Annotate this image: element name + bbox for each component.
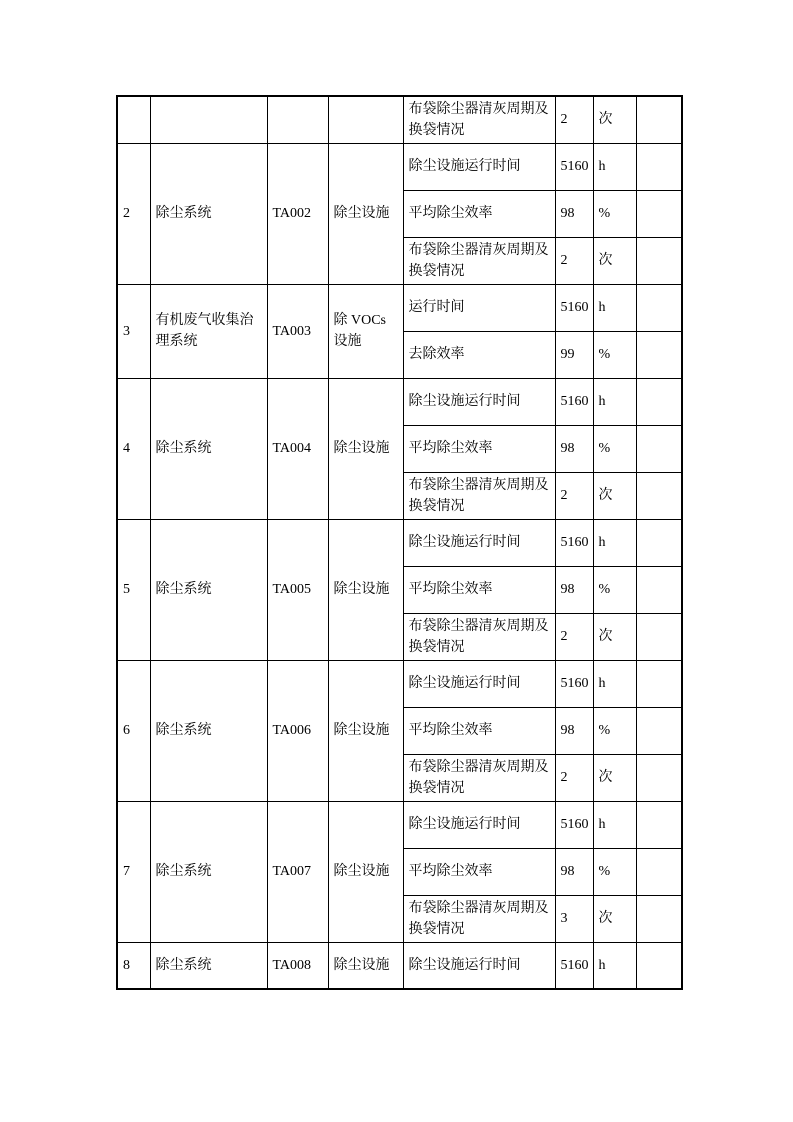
row-number-cell: 5 bbox=[117, 519, 150, 660]
row-number-cell: 6 bbox=[117, 660, 150, 801]
row-number-cell bbox=[117, 96, 150, 143]
param-unit-cell: h bbox=[593, 519, 636, 566]
param-unit-cell: 次 bbox=[593, 96, 636, 143]
param-name-cell: 布袋除尘器清灰周期及换袋情况 bbox=[403, 895, 555, 942]
param-value-cell: 2 bbox=[555, 96, 593, 143]
param-name-cell: 布袋除尘器清灰周期及换袋情况 bbox=[403, 754, 555, 801]
note-cell bbox=[636, 284, 682, 331]
param-unit-cell: h bbox=[593, 660, 636, 707]
system-name-cell bbox=[150, 96, 267, 143]
param-name-cell: 布袋除尘器清灰周期及换袋情况 bbox=[403, 613, 555, 660]
param-unit-cell: h bbox=[593, 942, 636, 989]
facility-type-cell: 除尘设施 bbox=[328, 801, 403, 942]
param-name-cell: 平均除尘效率 bbox=[403, 707, 555, 754]
param-unit-cell: 次 bbox=[593, 613, 636, 660]
param-unit-cell: 次 bbox=[593, 754, 636, 801]
row-number-cell: 4 bbox=[117, 378, 150, 519]
param-name-cell: 布袋除尘器清灰周期及换袋情况 bbox=[403, 472, 555, 519]
note-cell bbox=[636, 942, 682, 989]
param-value-cell: 2 bbox=[555, 754, 593, 801]
param-value-cell: 5160 bbox=[555, 801, 593, 848]
param-name-cell: 除尘设施运行时间 bbox=[403, 519, 555, 566]
code-cell: TA008 bbox=[267, 942, 328, 989]
facility-table-body bbox=[117, 96, 682, 989]
param-unit-cell: 次 bbox=[593, 895, 636, 942]
param-unit-cell: % bbox=[593, 707, 636, 754]
param-name-cell: 平均除尘效率 bbox=[403, 190, 555, 237]
code-cell: TA006 bbox=[267, 660, 328, 801]
param-name-cell: 除尘设施运行时间 bbox=[403, 801, 555, 848]
table-row bbox=[117, 942, 682, 989]
param-value-cell: 5160 bbox=[555, 942, 593, 989]
param-value-cell: 99 bbox=[555, 331, 593, 378]
note-cell bbox=[636, 519, 682, 566]
table-row bbox=[117, 801, 682, 848]
param-unit-cell: % bbox=[593, 425, 636, 472]
table-row bbox=[117, 519, 682, 566]
note-cell bbox=[636, 331, 682, 378]
param-name-cell: 平均除尘效率 bbox=[403, 566, 555, 613]
param-unit-cell: % bbox=[593, 190, 636, 237]
note-cell bbox=[636, 801, 682, 848]
code-cell bbox=[267, 96, 328, 143]
facility-type-cell: 除尘设施 bbox=[328, 660, 403, 801]
row-number-cell: 8 bbox=[117, 942, 150, 989]
note-cell bbox=[636, 96, 682, 143]
note-cell bbox=[636, 425, 682, 472]
param-value-cell: 2 bbox=[555, 472, 593, 519]
param-name-cell: 布袋除尘器清灰周期及换袋情况 bbox=[403, 96, 555, 143]
param-value-cell: 98 bbox=[555, 848, 593, 895]
note-cell bbox=[636, 190, 682, 237]
note-cell bbox=[636, 472, 682, 519]
note-cell bbox=[636, 707, 682, 754]
param-value-cell: 5160 bbox=[555, 660, 593, 707]
param-unit-cell: h bbox=[593, 143, 636, 190]
facility-type-cell: 除 VOCs 设施 bbox=[328, 284, 403, 378]
param-unit-cell: h bbox=[593, 801, 636, 848]
note-cell bbox=[636, 143, 682, 190]
facility-type-cell: 除尘设施 bbox=[328, 519, 403, 660]
code-cell: TA005 bbox=[267, 519, 328, 660]
param-unit-cell: % bbox=[593, 566, 636, 613]
table-row bbox=[117, 143, 682, 190]
facility-type-cell: 除尘设施 bbox=[328, 143, 403, 284]
note-cell bbox=[636, 895, 682, 942]
param-value-cell: 5160 bbox=[555, 519, 593, 566]
system-name-cell: 除尘系统 bbox=[150, 660, 267, 801]
param-unit-cell: % bbox=[593, 331, 636, 378]
facility-type-cell bbox=[328, 96, 403, 143]
note-cell bbox=[636, 566, 682, 613]
param-unit-cell: % bbox=[593, 848, 636, 895]
param-value-cell: 98 bbox=[555, 425, 593, 472]
row-number-cell: 3 bbox=[117, 284, 150, 378]
param-name-cell: 布袋除尘器清灰周期及换袋情况 bbox=[403, 237, 555, 284]
param-name-cell: 平均除尘效率 bbox=[403, 425, 555, 472]
param-name-cell: 除尘设施运行时间 bbox=[403, 378, 555, 425]
system-name-cell: 除尘系统 bbox=[150, 378, 267, 519]
note-cell bbox=[636, 613, 682, 660]
param-value-cell: 98 bbox=[555, 707, 593, 754]
code-cell: TA007 bbox=[267, 801, 328, 942]
param-unit-cell: 次 bbox=[593, 472, 636, 519]
param-name-cell: 除尘设施运行时间 bbox=[403, 143, 555, 190]
note-cell bbox=[636, 754, 682, 801]
param-value-cell: 5160 bbox=[555, 284, 593, 331]
param-name-cell: 除尘设施运行时间 bbox=[403, 660, 555, 707]
facility-type-cell: 除尘设施 bbox=[328, 942, 403, 989]
note-cell bbox=[636, 660, 682, 707]
param-unit-cell: h bbox=[593, 378, 636, 425]
param-unit-cell: 次 bbox=[593, 237, 636, 284]
table-row bbox=[117, 378, 682, 425]
note-cell bbox=[636, 237, 682, 284]
note-cell bbox=[636, 378, 682, 425]
param-name-cell: 运行时间 bbox=[403, 284, 555, 331]
param-value-cell: 5160 bbox=[555, 378, 593, 425]
table-row bbox=[117, 96, 682, 143]
table-row bbox=[117, 284, 682, 331]
param-name-cell: 平均除尘效率 bbox=[403, 848, 555, 895]
code-cell: TA004 bbox=[267, 378, 328, 519]
code-cell: TA003 bbox=[267, 284, 328, 378]
param-value-cell: 3 bbox=[555, 895, 593, 942]
system-name-cell: 除尘系统 bbox=[150, 143, 267, 284]
row-number-cell: 7 bbox=[117, 801, 150, 942]
note-cell bbox=[636, 848, 682, 895]
row-number-cell: 2 bbox=[117, 143, 150, 284]
facility-table bbox=[116, 95, 683, 990]
param-value-cell: 2 bbox=[555, 613, 593, 660]
param-value-cell: 5160 bbox=[555, 143, 593, 190]
param-name-cell: 除尘设施运行时间 bbox=[403, 942, 555, 989]
system-name-cell: 有机废气收集治理系统 bbox=[150, 284, 267, 378]
facility-type-cell: 除尘设施 bbox=[328, 378, 403, 519]
system-name-cell: 除尘系统 bbox=[150, 519, 267, 660]
param-value-cell: 98 bbox=[555, 190, 593, 237]
system-name-cell: 除尘系统 bbox=[150, 801, 267, 942]
param-value-cell: 98 bbox=[555, 566, 593, 613]
param-value-cell: 2 bbox=[555, 237, 593, 284]
table-row bbox=[117, 660, 682, 707]
system-name-cell: 除尘系统 bbox=[150, 942, 267, 989]
param-unit-cell: h bbox=[593, 284, 636, 331]
param-name-cell: 去除效率 bbox=[403, 331, 555, 378]
code-cell: TA002 bbox=[267, 143, 328, 284]
